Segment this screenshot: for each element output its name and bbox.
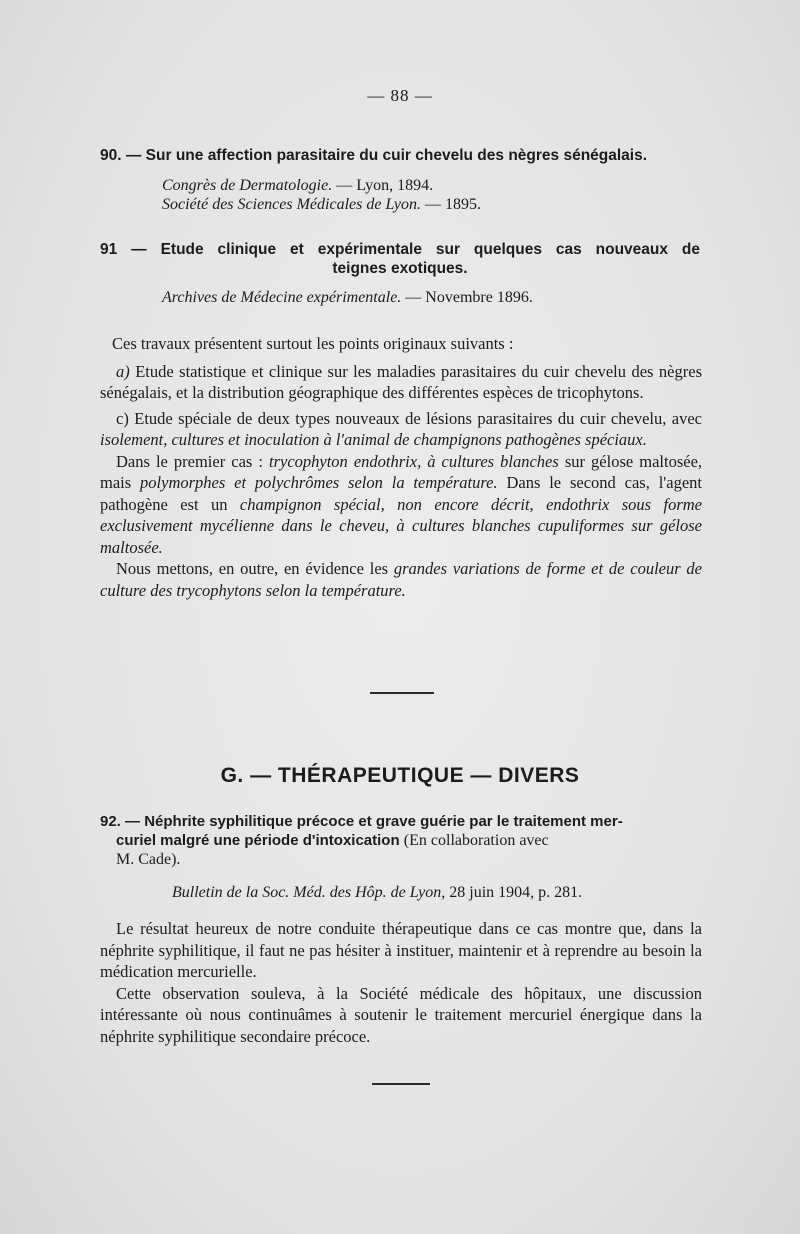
entry-91-title-line-1 bbox=[100, 240, 700, 259]
point-c bbox=[100, 408, 702, 451]
summary-paragraph-1 bbox=[100, 451, 702, 559]
reference-source: Archives de Médecine expérimentale. bbox=[162, 289, 402, 306]
title-word: et bbox=[290, 241, 304, 258]
entry-92-paragraph-2: Cette observation souleva, à la Société médicale des hôpitaux, une discussion intéressante où nous continuâmes à soutenir le traitement mercuriel énergique dans la néphrite syphilitique secondaire précoce. bbox=[100, 983, 702, 1046]
point-a bbox=[100, 361, 702, 404]
entry-92-title-line-1 bbox=[100, 813, 623, 830]
entry-number: 91 bbox=[100, 241, 118, 258]
title-word: expérimentale bbox=[317, 241, 422, 258]
entry-90-reference-2 bbox=[162, 195, 481, 215]
entry-92-body bbox=[100, 918, 702, 1047]
reference-source: Congrès de Dermatologie. bbox=[162, 177, 333, 194]
summary-intro: Ces travaux présentent surtout les points originaux suivants : bbox=[112, 334, 514, 353]
title-word: — bbox=[131, 241, 147, 258]
entry-90-title bbox=[100, 146, 700, 165]
section-heading: G. — THÉRAPEUTIQUE — DIVERS bbox=[220, 764, 580, 787]
entry-92-title-line-3: M. Cade). bbox=[116, 851, 181, 868]
entry-title-text: — Sur une affection parasitaire du cuir chevelu des nègres sénégalais. bbox=[125, 147, 648, 164]
entry-number: 92. bbox=[100, 813, 121, 830]
section-divider bbox=[370, 692, 434, 694]
title-word: sur bbox=[435, 241, 460, 258]
reference-date: — Lyon, 1894. bbox=[336, 177, 434, 194]
point-c-emphasis: isolement, cultures et inoculation à l'animal de champignons pathogènes spéciaux. bbox=[100, 430, 647, 449]
entry-90-reference-1 bbox=[162, 176, 433, 196]
entry-title-text: curiel malgré une période d'intoxication bbox=[116, 832, 400, 849]
entry-92-reference bbox=[172, 883, 582, 903]
title-word: cas bbox=[555, 241, 582, 258]
collaboration-note: (En collaboration avec bbox=[403, 832, 549, 849]
point-label: c) bbox=[116, 408, 129, 428]
paragraph-emphasis: trycophyton endothrix, à cultures blanches bbox=[269, 451, 559, 471]
entry-title-text: — Néphrite syphilitique précoce et grave guérie par le traitement mer- bbox=[125, 813, 623, 830]
entry-number: 90. bbox=[100, 147, 122, 164]
end-divider bbox=[372, 1083, 430, 1085]
reference-date: — 1895. bbox=[424, 196, 481, 213]
title-word: nouveaux bbox=[595, 241, 668, 258]
paragraph-text: sur gélose maltosée, mais bbox=[100, 451, 703, 492]
page-number: — 88 — bbox=[367, 86, 433, 105]
title-word: de bbox=[681, 241, 700, 258]
entry-92-title bbox=[100, 812, 704, 869]
title-word: Etude bbox=[160, 241, 204, 258]
summary-paragraph-2 bbox=[100, 558, 702, 601]
paragraph-text: Dans le premier cas : bbox=[116, 451, 263, 471]
paragraph-text: Nous mettons, en outre, en évidence les bbox=[116, 559, 389, 578]
point-a-text: Etude statistique et clinique sur les maladies parasitaires du cuir chevelu des nègres sénégalais, et la distribution géographique des différentes espèces de tricophytons. bbox=[100, 361, 702, 402]
reference-date: 28 juin 1904, p. 281. bbox=[449, 884, 583, 901]
entry-91-reference bbox=[162, 288, 533, 308]
paragraph-emphasis: grandes variations de forme et de couleur de culture des trycophytons selon la température. bbox=[100, 559, 703, 600]
entry-92-title-line-2 bbox=[100, 831, 704, 850]
paragraph-emphasis: polymorphes et polychrômes selon la température. bbox=[140, 473, 498, 492]
paragraph-emphasis: champignon spécial, non encore décrit, endothrix sous forme exclusivement mycélienne dans le cheveu, à cultures blanches cupuliformes sur gélose maltosée. bbox=[100, 494, 702, 557]
point-label: a) bbox=[116, 361, 130, 381]
point-c-text: Etude spéciale de deux types nouveaux de lésions parasitaires du cuir chevelu, avec bbox=[134, 408, 702, 428]
reference-source: Société des Sciences Médicales de Lyon. bbox=[162, 196, 421, 213]
entry-91-title-line-2: teignes exotiques. bbox=[332, 260, 468, 277]
summary-body bbox=[100, 333, 702, 601]
title-word: quelques bbox=[473, 241, 542, 258]
reference-date: — Novembre 1896. bbox=[405, 289, 533, 306]
paragraph-text: Dans le second cas, l'agent pathogène est un bbox=[100, 473, 702, 514]
entry-92-paragraph-1: Le résultat heureux de notre conduite thérapeutique dans ce cas montre que, dans la néphrite syphilitique, il faut ne pas hésiter à instituer, maintenir et à reprendre au besoin la médication mercurielle. bbox=[100, 919, 702, 981]
entry-91-title bbox=[100, 240, 700, 278]
reference-source: Bulletin de la Soc. Méd. des Hôp. de Lyon, bbox=[172, 884, 446, 901]
title-word: clinique bbox=[217, 241, 277, 258]
